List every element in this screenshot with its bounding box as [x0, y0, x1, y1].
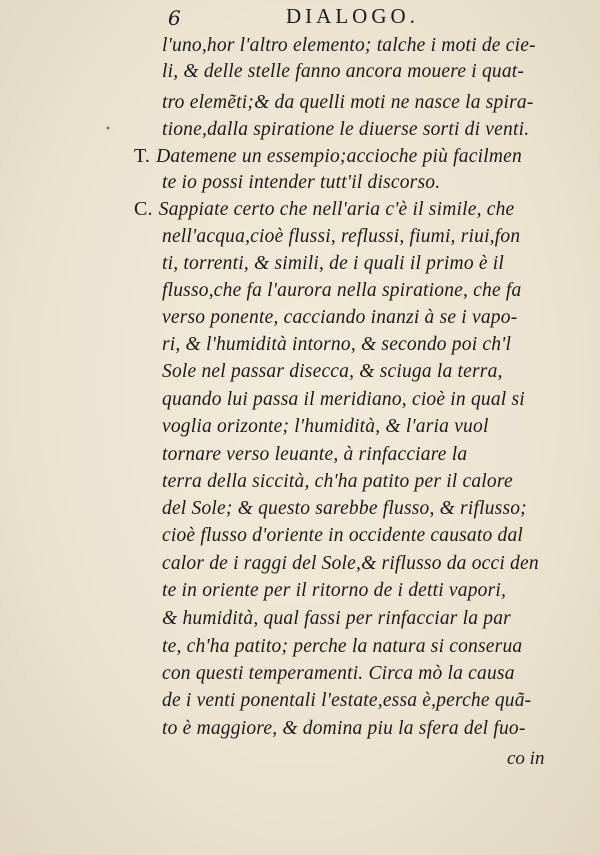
line-text: cioè flusso d'oriente in occidente causato dal: [162, 525, 524, 546]
text-line: [162, 226, 520, 248]
text-line: [134, 198, 514, 221]
line-text: terra della siccità, ch'ha patito per il calore: [162, 471, 513, 492]
line-text: ri, & l'humidità intorno, & secondo poi ch'l: [162, 334, 512, 355]
text-line: [162, 525, 523, 547]
line-text: de i venti ponentali l'estate,essa è,perche quã-: [162, 690, 532, 711]
line-text: tro elemẽti;& da quelli moti ne nasce la spira-: [162, 92, 534, 113]
line-text: & humidità, qual fassi per rinfacciar la par: [162, 608, 511, 629]
line-text: Datemene un essempio;accioche più facilmen: [156, 146, 522, 167]
text-line: [162, 253, 504, 275]
line-text: l'uno,hor l'altro elemento; talche i moti de cie-: [162, 35, 536, 56]
line-text: del Sole; & questo sarebbe flusso, & riflusso;: [162, 498, 527, 519]
page-header: [0, 2, 600, 32]
speaker-initial: T.: [134, 145, 151, 167]
line-text: con questi temperamenti. Circa mò la causa: [162, 663, 515, 684]
text-line: [162, 471, 513, 493]
text-line: [162, 718, 526, 740]
line-text: tione,dalla spiratione le diuerse sorti di venti.: [162, 119, 530, 140]
text-line: [162, 663, 515, 685]
text-line: [162, 498, 527, 520]
line-text: li, & delle stelle fanno ancora mouere i quat-: [162, 61, 525, 82]
speaker-initial: C.: [134, 198, 153, 220]
text-line: [162, 580, 506, 602]
line-text: te io possi intender tutt'il discorso.: [162, 172, 441, 193]
line-text: to è maggiore, & domina piu la sfera del fuo-: [162, 718, 526, 739]
text-line: [162, 361, 503, 383]
text-line: [162, 119, 529, 141]
text-line: [162, 35, 536, 57]
page-number: 6: [168, 6, 181, 30]
line-text: tornare verso leuante, à rinfacciare la: [162, 444, 468, 465]
line-text: nell'acqua,cioè flussi, reflussi, fiumi, riui,fon: [162, 226, 521, 247]
text-line: [162, 444, 467, 466]
line-text: verso ponente, cacciando inanzi à se i vapo-: [162, 307, 518, 328]
line-text: voglia orizonte; l'humidità, & l'aria vuol: [162, 416, 489, 437]
text-line: [162, 172, 440, 194]
text-line: [162, 92, 534, 114]
text-line: [162, 553, 539, 575]
line-text: quando lui passa il meridiano, cioè in qual si: [162, 389, 525, 410]
text-line: [162, 690, 531, 712]
text-line: [162, 334, 511, 356]
text-line: [162, 280, 522, 302]
line-text: ti, torrenti, & simili, de i quali il primo è il: [162, 253, 505, 274]
line-text: Sole nel passar disecca, & sciuga la terra,: [162, 361, 503, 382]
text-line: [162, 608, 511, 630]
text-line: [162, 61, 524, 83]
text-line: [134, 145, 522, 168]
text-line: [162, 416, 489, 438]
running-head: DIALOGO.: [286, 4, 419, 28]
text-line: [162, 636, 522, 658]
margin-mark: •: [105, 124, 111, 135]
text-line: [162, 389, 525, 411]
line-text: flusso,che fa l'aurora nella spiratione, che fa: [162, 280, 522, 301]
text-line: [162, 307, 517, 329]
line-text: te, ch'ha patito; perche la natura si conserua: [162, 636, 523, 657]
line-text: Sappiate certo che nell'aria c'è il simile, che: [158, 199, 515, 220]
line-text: te in oriente per il ritorno de i detti vapori,: [162, 580, 507, 601]
line-text: calor de i raggi del Sole,& riflusso da occi den: [162, 553, 539, 574]
catchword: co in: [507, 748, 545, 769]
